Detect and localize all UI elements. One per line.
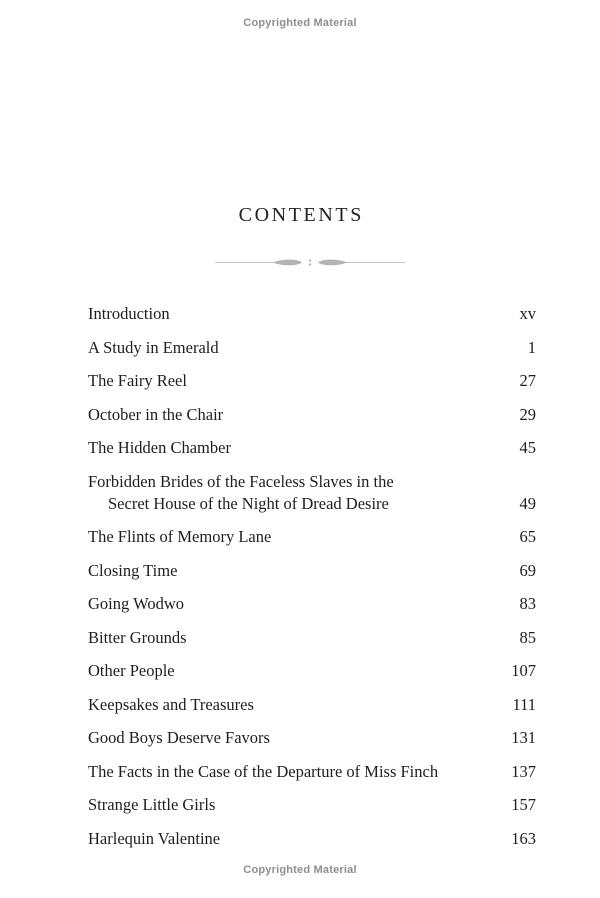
toc-entry-title	[88, 627, 187, 649]
toc-entry-title	[88, 593, 184, 615]
toc-entry-title	[88, 761, 438, 783]
toc-entry-title-line: The Facts in the Case of the Departure of Miss Finch	[88, 761, 439, 781]
toc-entry	[88, 828, 536, 850]
toc-entry-page: 111	[512, 694, 536, 714]
toc-entry-title	[88, 471, 394, 515]
toc-entry-page: 1	[527, 337, 536, 357]
toc-entry-page: 107	[511, 661, 536, 680]
toc-entry	[88, 694, 536, 716]
toc-entry-title-line: Introduction	[88, 304, 170, 323]
toc-entry	[88, 370, 536, 392]
toc-entry-title	[88, 794, 215, 816]
toc-entry-page: 29	[519, 404, 536, 424]
toc-entry-title	[88, 560, 177, 582]
toc-entry	[88, 560, 536, 582]
toc-entry-title	[88, 727, 270, 749]
toc-entry-page: 157	[511, 795, 536, 814]
toc-entry-title	[88, 828, 220, 850]
toc-entry-title-line: A Study in Emerald	[88, 337, 219, 357]
toc-entry-page: 85	[519, 627, 536, 647]
toc-entry-page: 69	[519, 560, 536, 580]
table-of-contents	[88, 303, 536, 861]
toc-entry-title-line: Secret House of the Night of Dread Desire	[108, 493, 389, 513]
toc-entry-title-line: Bitter Grounds	[88, 627, 187, 647]
divider-ornament	[215, 256, 405, 269]
toc-entry-page: 27	[519, 371, 536, 390]
page-title: CONTENTS	[238, 204, 364, 226]
toc-entry-title-line: Harlequin Valentine	[88, 828, 221, 848]
toc-entry	[88, 437, 536, 459]
toc-entry-title	[88, 437, 231, 459]
toc-entry-page: xv	[519, 304, 536, 323]
toc-entry	[88, 337, 536, 359]
toc-entry-title	[88, 526, 271, 548]
toc-entry	[88, 471, 536, 515]
toc-entry-page: 137	[511, 761, 536, 781]
toc-entry-title-line: The Flints of Memory Lane	[88, 527, 272, 546]
toc-entry-title-line: The Fairy Reel	[88, 371, 187, 390]
toc-entry	[88, 526, 536, 548]
toc-entry-page: 49	[519, 493, 536, 513]
toc-entry	[88, 404, 536, 426]
toc-entry-page: 45	[519, 438, 536, 457]
copyright-watermark-top: Copyrighted Material	[243, 17, 357, 29]
toc-entry-title-line: October in the Chair	[88, 404, 224, 424]
toc-entry-page: 65	[519, 527, 536, 546]
copyright-watermark-bottom: Copyrighted Material	[243, 864, 357, 876]
toc-entry-title	[88, 404, 223, 426]
toc-entry	[88, 727, 536, 749]
toc-entry-page: 163	[511, 828, 536, 848]
toc-entry-title	[88, 303, 170, 325]
toc-entry-title-line: Strange Little Girls	[88, 795, 216, 814]
toc-entry-title-line: Good Boys Deserve Favors	[88, 728, 270, 747]
toc-entry	[88, 794, 536, 816]
toc-entry-title-line: Other People	[88, 661, 175, 680]
toc-entry-title	[88, 694, 254, 716]
toc-entry-page: 83	[519, 594, 536, 613]
toc-entry-page: 131	[511, 728, 536, 747]
toc-entry	[88, 660, 536, 682]
toc-entry-title	[88, 370, 187, 392]
toc-entry-title-line: Closing Time	[88, 560, 178, 580]
toc-entry	[88, 761, 536, 783]
toc-entry-title-line: Forbidden Brides of the Faceless Slaves in the	[88, 471, 394, 491]
toc-entry-title-line: The Hidden Chamber	[88, 438, 231, 457]
toc-entry-title	[88, 337, 219, 359]
toc-entry	[88, 303, 536, 325]
toc-entry	[88, 593, 536, 615]
toc-entry-title	[88, 660, 175, 682]
toc-entry	[88, 627, 536, 649]
toc-entry-title-line: Keepsakes and Treasures	[88, 694, 254, 714]
toc-entry-title-line: Going Wodwo	[88, 594, 184, 613]
